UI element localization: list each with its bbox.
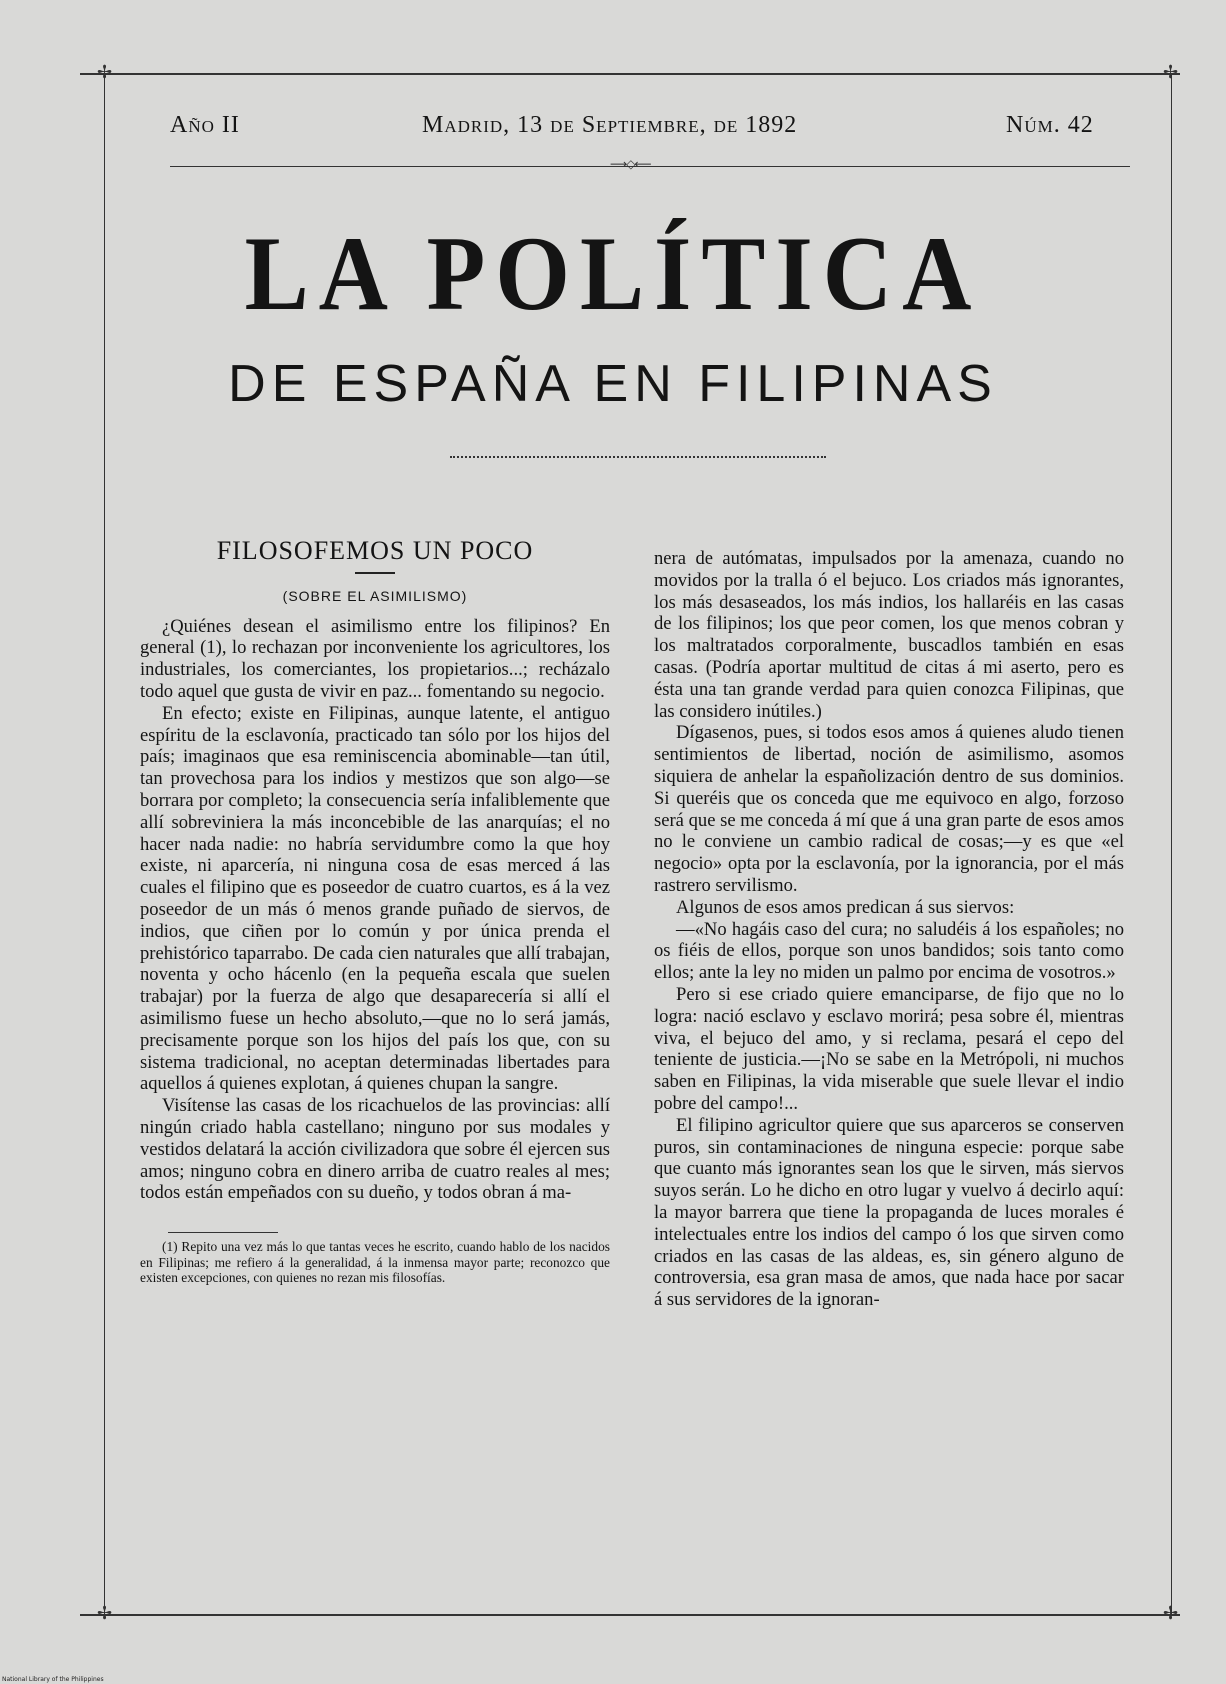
footnote-rule — [168, 1232, 278, 1233]
paragraph: En efecto; existe en Filipinas, aunque latente, el antiguo espíritu de la esclavonía, practicado tan sólo por los hijos del país; imaginaos que esa reminiscencia abominable—tan útil, tan provechosa para los indios y mestizos que son algo—se borrara por completo; la consecuencia sería infaliblemente que allí sobreviniera la más inconcebible de las anarquías; el no hacer nada nadie: no habría servidumbre como la que hoy existe, ni aparcería, ni ninguna cosa de esas merced á las cuales el filipino que es poseedor de cuatro cuartos, es á la vez poseedor de un más ó menos grande puñado de siervos, de indios, que ciñen por lo común y por única prenda el prehistórico taparrabo. De cada cien naturales que allí trabajan, noventa y ocho hácenlo (en la pequeña escala que suelen trabajar) por la fuerza de algo que desaparecería si allí el asimilismo fuese un hecho absoluto,—que no lo será jamás, precisamente porque son los hijos del país los que, con su sistema tradicional, no aceptan determinadas libertades para aquellos á quienes explotan, á quienes chupan la sangre. — [140, 702, 610, 1095]
paragraph: Pero si ese criado quiere emanciparse, de fijo que no lo logra: nació esclavo y esclavo morirá; pesa sobre él, mientras viva, el bejuco del amo, y si reclama, pesará el cepo del teniente de justicia.—¡No se sabe en la Metrópoli, ni muchos saben en Filipinas, la vida miserable que suele llevar el indio pobre del campo!... — [654, 983, 1124, 1114]
masthead-title: LA POLÍTICA — [244, 214, 982, 333]
issue-header — [170, 112, 1110, 152]
article-right-column — [654, 548, 1124, 1311]
article-subtitle: (SOBRE EL ASIMILISMO) — [282, 587, 468, 604]
article-left-column — [140, 536, 610, 1286]
article-title: FILOSOFEMOS UN POCO — [216, 536, 534, 565]
paragraph: Dígasenos, pues, si todos esos amos á quienes aludo tienen sentimientos de libertad, noción de asimilismo, asomos siquiera de anhelar la españolización dentro de sus dominios. Si queréis que os conceda que me equivoco en algo, forzoso será que se me conceda á mí que á una gran parte de esos amos no le conviene un cambio radical de cosas;—y es que «el negocio» opta por la esclavonía, por la ignorancia, por el más rastrero servilismo. — [654, 722, 1124, 896]
paragraph: El filipino agricultor quiere que sus aparceros se conserven puros, sin contaminaciones de ninguna especie: porque sabe que cuanto más ignorantes sean los que le sirven, más siervos suyos serán. Lo he dicho en otro lugar y vuelvo á decirlo aquí: la mayor barrera que tiene la propaganda de luces morales é intelectuales entre los indios del campo ó los que sirven como criados en las casas de las aldeas, es, sin género alguno de controversia, esa gran masa de amos, que nada hace por sacar á sus servidores de la ignoran- — [654, 1114, 1124, 1311]
corner-cross-icon: ✢ — [97, 1603, 113, 1624]
issue-year: Año II — [170, 112, 240, 138]
paragraph: Visítense las casas de los ricachuelos de las provincias: allí ningún criado habla castellano; ninguno por sus modales y vestidos delatará la acción civilizadora que sobre él ejercen sus amos; ninguno cobra en dinero arriba de cuatro reales al mes; todos están empeñados con su dueño, y todos obran á ma- — [140, 1095, 610, 1204]
paragraph: —«No hagáis caso del cura; no saludéis á los españoles; no os fiéis de ellos, porque son unos bandidos; sois tanto como ellos; ante la ley no miden un palmo por encima de vosotros.» — [654, 918, 1124, 984]
ornament-icon: ⟶◇⟵ — [610, 157, 651, 171]
bottom-rule — [80, 1614, 1180, 1616]
masthead-divider — [450, 456, 826, 468]
top-rule — [80, 73, 1180, 75]
corner-cross-icon: ✢ — [97, 62, 113, 83]
scan-credit: National Library of the Philippines — [2, 1676, 104, 1683]
dateline: Madrid, 13 de Septiembre, de 1892 — [422, 112, 798, 138]
corner-cross-icon: ✢ — [1163, 62, 1179, 83]
masthead-subtitle: DE ESPAÑA EN FILIPINAS — [228, 355, 998, 413]
paragraph: Algunos de esos amos predican á sus siervos: — [676, 896, 1015, 918]
issue-number: Núm. 42 — [1006, 112, 1094, 138]
footnote: (1) Repito una vez más lo que tantas veces he escrito, cuando hablo de los nacidos en Filipinas; me refiero á la generalidad, á la inmensa mayor parte; reconozco que existen excepciones, con quienes no rezan mis filosofías. — [140, 1239, 610, 1286]
paragraph: ¿Quiénes desean el asimilismo entre los filipinos? En general (1), lo rechazan por inconveniente los agricultores, los industriales, los comerciantes, los propietarios...; recházalo todo aquel que gusta de vivir en paz... fomentando su negocio. — [140, 615, 610, 702]
corner-cross-icon: ✢ — [1163, 1603, 1179, 1624]
title-rule — [355, 572, 395, 574]
paragraph: nera de autómatas, impulsados por la amenaza, cuando no movidos por la tralla ó el bejuco. Los criados más ignorantes, los más desaseados, los más indios, los hallaréis en las casas de los filipinos; los que peor comen, los que menos cobran y los maltratados corporalmente, buscadlos también en esas casas. (Podría aportar multitud de citas á mi aserto, pero es ésta una tan grande verdad para quien conozca Filipinas, que las considero inútiles.) — [654, 548, 1124, 722]
